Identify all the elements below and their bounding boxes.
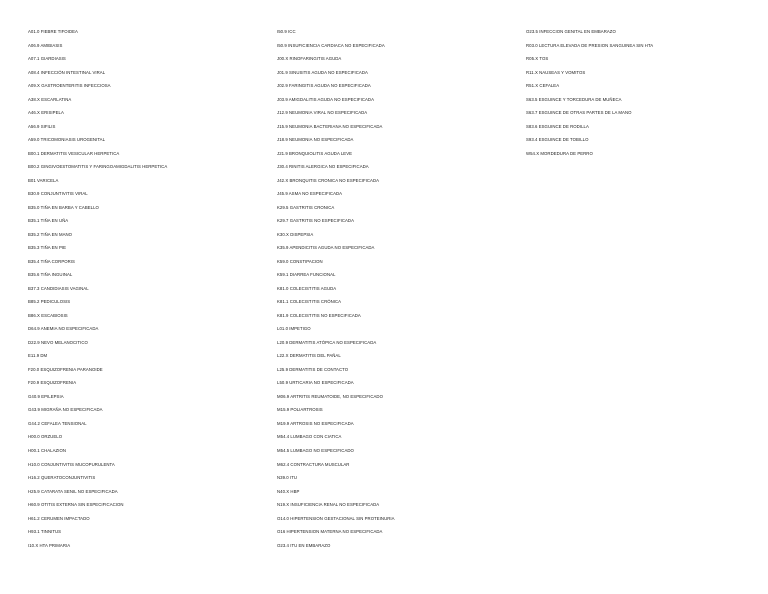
diagnosis-entry: J45.9 ASMA NO ESPECIFICADA (277, 191, 343, 197)
diagnosis-entry: N40.X HBP (277, 488, 300, 494)
diagnosis-entry: B37.3 CANDIDIASIS VAGINAL (28, 285, 89, 291)
diagnosis-entry: H25.9 CATARATA SENIL NO ESPECIFICADA (28, 488, 118, 494)
diagnosis-entry: L25.9 DERMATITIS DE CONTACTO (277, 366, 349, 372)
diagnosis-entry: D22.9 NEVO MELANOCITICO (28, 339, 88, 345)
diagnosis-entry: S63.5 ESGUINCE Y TORCEDURA DE MUÑECA (526, 96, 622, 102)
diagnosis-entry: N19.X INSUFICIENCIA RENAL NO ESPECIFICADA (277, 502, 380, 508)
diagnosis-entry: K29.5 GASTRITIS CRONICA (277, 204, 335, 210)
diagnosis-entry: B86.X ESCABIOSIS (28, 312, 68, 318)
diagnosis-entry: R51.X CEFALEA (526, 83, 560, 89)
diagnosis-entry: K59.1 DIARREA FUNCIONAL (277, 272, 336, 278)
diagnosis-entry: K29.7 GASTRITIS NO ESPECIFICADA (277, 218, 355, 224)
diagnosis-entry: H16.2 QUERATOCONJUNTIVITIS (28, 475, 96, 481)
diagnosis-entry: K81.0 COLECISTITIS AGUDA (277, 285, 337, 291)
diagnosis-entry: S83.6 ESGUINCE DE RODILLA (526, 123, 589, 129)
diagnosis-entry: B30.9 CONJUNTIVITIS VIRAL (28, 191, 88, 197)
diagnosis-entry: M54.5 LUMBAGO NO ESPECIFICADO (277, 447, 354, 453)
diagnosis-entry: A46.X ERISIPELA (28, 110, 64, 116)
diagnosis-entry: M15.9 POLIARTROSIS (277, 407, 323, 413)
diagnosis-entry: O16 HIPERTENSION MATERNA NO ESPECIFICADA (277, 529, 383, 535)
diagnosis-entry: A07.1 GIARDIASIS (28, 56, 66, 62)
diagnosis-entry: A09.X GASTROENTERITIS INFECCIOSA (28, 83, 111, 89)
diagnosis-entry: G43.9 MIGRAÑA NO ESPECIFICADA (28, 407, 103, 413)
diagnosis-entry: J12.9 NEUMONIA VIRAL NO ESPECIFICADA (277, 110, 368, 116)
diagnosis-entry: A38.X ESCARLATINA (28, 96, 72, 102)
diagnosis-entry: J02.9 FARINGITIS AGUDA NO ESPECIFICADA (277, 83, 371, 89)
diagnosis-entry: M06.9 ARTRITIS REUMATOIDE, NO ESPECIFICADO (277, 393, 383, 399)
diagnosis-entry: B35.2 TIÑA EN MANO (28, 231, 73, 237)
diagnosis-entry: M19.9 ARTROSIS NO ESPECIFICADA (277, 420, 354, 426)
diagnosis-entry: B35.6 TIÑA INGUINAL (28, 272, 73, 278)
diagnosis-entry: B35.3 TIÑA EN PIE (28, 245, 67, 251)
diagnosis-entry: H93.1 TINNITUS (28, 529, 62, 535)
diagnosis-entry: B35.1 TIÑA EN UÑA (28, 218, 69, 224)
diagnosis-entry: I50.9 ICC (277, 29, 296, 34)
diagnosis-entry: B85.2 PEDICULOSIS (28, 299, 71, 305)
diagnosis-entry: A06.9 AMIBIASIS (28, 42, 63, 48)
diagnosis-entry: J03.9 AMIGDALITIS AGUDA NO ESPECIFICADA (277, 96, 374, 102)
diagnosis-entry: J30.4 RINITIS ALERGICA NO ESPECIFICADA (277, 164, 369, 170)
diagnosis-entry: B00.2 GINGIVOESTOMATITIS Y FARINGOAMIGDALITIS HERPETICA (28, 164, 168, 170)
diagnosis-entry: A08.4 INFECCIÓN INTESTINAL VIRAL (28, 69, 106, 75)
diagnosis-entry: W54.X MORDEDURA DE PERRO (526, 150, 593, 156)
diagnosis-entry: E11.9 DM (28, 353, 48, 359)
diagnosis-entry: F20.0 ESQUIZOFRENIA PARANOIDE (28, 366, 103, 372)
diagnosis-entry: L20.9 DERMATITIS ATÓPICA NO ESPECIFICADA (277, 339, 377, 345)
diagnosis-entry: J01.9 SINUSITIS AGUDA NO ESPECIFICADA (277, 69, 368, 75)
diagnosis-entry: G40.9 EPILEPSIA (28, 393, 64, 399)
diagnosis-entry: O14.0 HIPERTENSION GESTACIONAL SIN PROTEINURIA (277, 515, 395, 521)
diagnosis-entry: J21.9 BRONQUIOLITIS AGUDA LEVE (277, 150, 353, 156)
diagnosis-entry: K81.9 COLECISTITIS NO ESPECIFICADA (277, 312, 361, 318)
diagnosis-entry: H00.0 ORZUELO (28, 434, 63, 440)
diagnosis-entry: K59.0 CONSTIPACION (277, 258, 323, 264)
diagnosis-entry: H60.9 OTITIS EXTERNA SIN ESPECIFICACION (28, 502, 124, 508)
diagnosis-entry: I50.9 INSUFICIENCIA CARDIACA NO ESPECIFICADA (277, 42, 385, 48)
diagnosis-column-1 (28, 25, 268, 552)
diagnosis-entry: J15.9 NEUMONIA BACTERIANA NO ESPECIFICADA (277, 123, 383, 129)
diagnosis-entry: B35.4 TIÑA CORPORIS (28, 258, 75, 264)
diagnosis-entry: K35.9 APENDICITIS AGUDA NO ESPECIFICADA (277, 245, 375, 251)
diagnosis-entry: L50.9 URTICARIA NO ESPECIFICADA (277, 380, 354, 386)
diagnosis-entry: B01 VARICELA (28, 177, 59, 183)
diagnosis-entry: S93.4 ESGUINCE DE TOBILLO (526, 137, 589, 143)
diagnosis-entry: F20.9 ESQUIZOFRENIA (28, 380, 77, 386)
diagnosis-entry: R11.X NAUSEAS Y VOMITOS (526, 69, 586, 75)
diagnosis-entry: D64.9 ANEMIA NO ESPECIFICADA (28, 326, 99, 332)
diagnosis-entry: H61.2 CERUMEN IMPACTADO (28, 515, 90, 521)
diagnosis-entry: R03.0 LECTURA ELEVADA DE PRESION SANGUINEA SIN HTA (526, 42, 654, 48)
diagnosis-entry: S63.7 ESGUINCE DE OTRAS PARTES DE LA MANO (526, 110, 632, 116)
diagnosis-column-3 (526, 25, 766, 160)
diagnosis-entry: L01.0 IMPETIGO (277, 326, 311, 332)
diagnosis-entry: I10.X HTA PRIMARIA (28, 542, 71, 548)
diagnosis-entry: K81.1 COLECISTITIS CRÓNICA (277, 299, 342, 305)
diagnosis-entry: J18.9 NEUMONIA NO ESPECIFICADA (277, 137, 354, 143)
diagnosis-entry: B00.1 DERMATITIS VESICULAR HERPETICA (28, 150, 120, 156)
diagnosis-entry: R05.X TOS (526, 56, 549, 62)
diagnosis-entry: A59.0 TRICOMONIASIS UROGENITAL (28, 137, 106, 143)
diagnosis-entry: K30.X DISPEPSIA (277, 231, 314, 237)
diagnosis-entry: M54.4 LUMBAGO CON CIATICA (277, 434, 342, 440)
diagnosis-entry: J00.X RINOFARINGITIS AGUDA (277, 56, 342, 62)
diagnosis-column-2 (277, 25, 517, 552)
diagnosis-entry: O23.5 INFECCION GENITAL EN EMBARAZO (526, 29, 616, 34)
diagnosis-entry: G44.2 CEFALEA TENSIONAL (28, 420, 87, 426)
diagnosis-entry: B35.0 TIÑA EN BARBA Y CABELLO (28, 204, 99, 210)
diagnosis-entry: H10.0 CONJUNTIVITIS MUCOPURULENTA (28, 461, 115, 467)
diagnosis-entry: A56.9 SIFILIS (28, 123, 56, 129)
diagnosis-entry: M62.4 CONTRACTURA MUSCULAR (277, 461, 350, 467)
diagnosis-entry: O23.4 ITU EN EMBARAZO (277, 542, 331, 548)
diagnosis-entry: A01.0 FIEBRE TIFOIDEA (28, 29, 78, 34)
diagnosis-entry: J42.X BRONQUITIS CRONICA NO ESPECIFICADA (277, 177, 380, 183)
diagnosis-entry: L22.X DERMATITIS DEL PAÑAL (277, 353, 341, 359)
diagnosis-entry: H00.1 CHALAZION (28, 447, 67, 453)
diagnosis-entry: N39.0 ITU (277, 475, 298, 481)
